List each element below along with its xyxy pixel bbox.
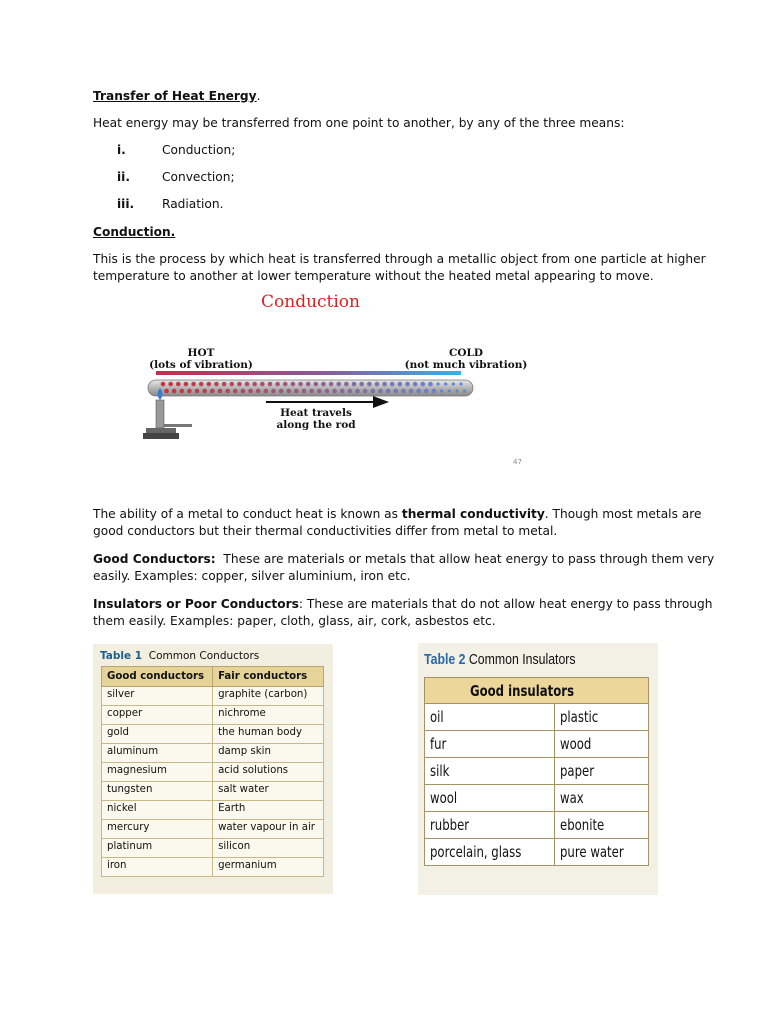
rod-particle [448,389,451,392]
rod-particle [195,389,200,394]
rod-particle [191,382,196,387]
rod-particle [317,389,322,394]
diagram-title: Conduction [261,292,360,312]
conduction-definition-line-1: This is the process by which heat is transferred through a metallic object from one particle at higher [93,252,706,266]
rod-particle [252,382,257,387]
table-row: mercury water vapour in air [102,820,324,839]
rod-particle [455,389,458,392]
rod-particle [291,382,296,387]
rod-particle [382,382,387,387]
rod-particle [237,382,242,387]
insulators-line-2: them easily. Examples: paper, cloth, glass, air, cork, asbestos etc. [93,614,496,628]
rod-particle [279,389,284,394]
temperature-gradient-bar [156,371,461,375]
rod-particle [245,382,250,387]
list-text: Convection; [162,170,235,184]
rod-particle [371,389,376,394]
hot-label: HOT (lots of vibration) [149,347,253,371]
rod-particle [348,389,353,394]
rod-particle [202,389,207,394]
rod-particle [164,389,169,394]
table-row: copper nichrome [102,706,324,725]
rod-particle [309,389,314,394]
rod-particle [329,382,334,387]
table-caption: Table 1 Common Conductors [100,650,260,662]
table-row: platinum silicon [102,839,324,858]
rod-particle [416,389,421,394]
table-row: wool wax [425,785,649,812]
rod-particle [207,382,212,387]
rod-particle [214,382,219,387]
common-insulators-table [418,643,658,895]
conductors-table [101,666,324,877]
rod-particle [363,389,368,394]
rod-particle [256,389,261,394]
conduction-definition-line-2: temperature to another at lower temperature without the heated metal appearing to move. [93,269,654,283]
rod-particle [386,389,391,394]
rod-particle [199,382,204,387]
rod-particle [184,382,189,387]
table-row: oil plastic [425,704,649,731]
rod-particle [225,389,230,394]
rod-particle [459,382,462,385]
conduction-rod-illustration [93,292,563,472]
list-item [93,142,393,159]
rod-particle [420,382,425,387]
rod-particle [294,389,299,394]
rod-particle [187,389,192,394]
rod-particle [241,389,246,394]
common-conductors-table [93,644,333,894]
rod-particle [413,382,418,387]
rod-particle [344,382,349,387]
rod-particle [401,389,406,394]
rod-particle [298,382,303,387]
list-text: Radiation. [162,197,224,211]
rod-particle [432,389,437,394]
table-row: rubber ebonite [425,812,649,839]
list-number: i. [117,143,126,157]
rod-particle [161,382,166,387]
heat-travels-label: Heat travels along the rod [276,407,356,431]
list-item [93,169,393,186]
good-conductors-line-1: Good Conductors: These are materials or metals that allow heat energy to pass through them very [93,552,715,566]
rod-particle [176,382,181,387]
rod-particle [275,382,280,387]
rod-particle [424,389,429,394]
list-text: Conduction; [162,143,236,157]
rod-particle [393,389,398,394]
table-row: silver graphite (carbon) [102,687,324,706]
rod-particle [375,382,380,387]
rod-particle [355,389,360,394]
rod-particle [325,389,330,394]
rod-particle [321,382,326,387]
table-row: fur wood [425,731,649,758]
table-row: magnesium acid solutions [102,763,324,782]
cold-label: COLD (not much vibration) [404,347,528,371]
rod-particle [260,382,265,387]
table-row: aluminum damp skin [102,744,324,763]
rod-particle [306,382,311,387]
rod-particle [286,389,291,394]
list-number: iii. [117,197,135,211]
rod-particle [283,382,288,387]
rod-particle [359,382,364,387]
rod-particle [218,389,223,394]
intro-paragraph: Heat energy may be transferred from one point to another, by any of the three means: [93,116,625,130]
rod-particle [336,382,341,387]
table-row: silk paper [425,758,649,785]
column-header: Good insulators [425,678,649,704]
thermal-conductivity-term: thermal conductivity [401,507,545,521]
rod-particle [452,382,455,385]
rod-particle [398,382,403,387]
rod-particle [409,389,414,394]
rod-particle [210,389,215,394]
rod-particle [332,389,337,394]
rod-particle [428,382,433,387]
column-header: Good conductors [102,667,213,687]
rod-particle [314,382,319,387]
rod-particle [463,389,466,392]
rod-particle [264,389,269,394]
rod-particle [229,382,234,387]
table-row: tungsten salt water [102,782,324,801]
table-row: porcelain, glass pure water [425,839,649,866]
rod-particle [390,382,395,387]
good-conductors-line-2: easily. Examples: copper, silver aluminium, iron etc. [93,569,411,583]
page-mark: 47 [513,458,522,466]
insulators-line-1: Insulators or Poor Conductors: These are materials that do not allow heat energy to pass through [93,597,713,611]
table-caption: Table 2 Common Insulators [424,651,576,668]
rod-particle [436,382,439,385]
good-conductors-label: Good Conductors: [93,552,216,566]
rod-particle [233,389,238,394]
rod-particle [248,389,253,394]
rod-particle [179,389,184,394]
section-heading: Transfer of Heat Energy. [93,89,261,103]
list-item [93,196,393,213]
rod-particle [172,389,177,394]
conduction-diagram [93,292,563,472]
rod-particle [340,389,345,394]
list-number: ii. [117,170,130,184]
rod-particle [168,382,173,387]
thermal-paragraph-line-2: good conductors but their thermal conductivities differ from metal to metal. [93,524,558,538]
insulators-table [424,677,649,866]
table-row: nickel Earth [102,801,324,820]
insulators-label: Insulators or Poor Conductors [93,597,299,611]
conduction-heading: Conduction. [93,225,176,239]
thermal-paragraph-line-1: The ability of a metal to conduct heat is known as thermal conductivity. Though most metals are [93,507,702,521]
table-row: gold the human body [102,725,324,744]
rod-particle [378,389,383,394]
column-header: Fair conductors [213,667,324,687]
rod-particle [222,382,227,387]
rod-particle [352,382,357,387]
rod-particle [440,389,443,392]
rod-particle [367,382,372,387]
rod-particle [405,382,410,387]
rod-particle [302,389,307,394]
rod-particle [444,382,447,385]
rod-particle [271,389,276,394]
table-row: iron germanium [102,858,324,877]
rod-particle [268,382,273,387]
